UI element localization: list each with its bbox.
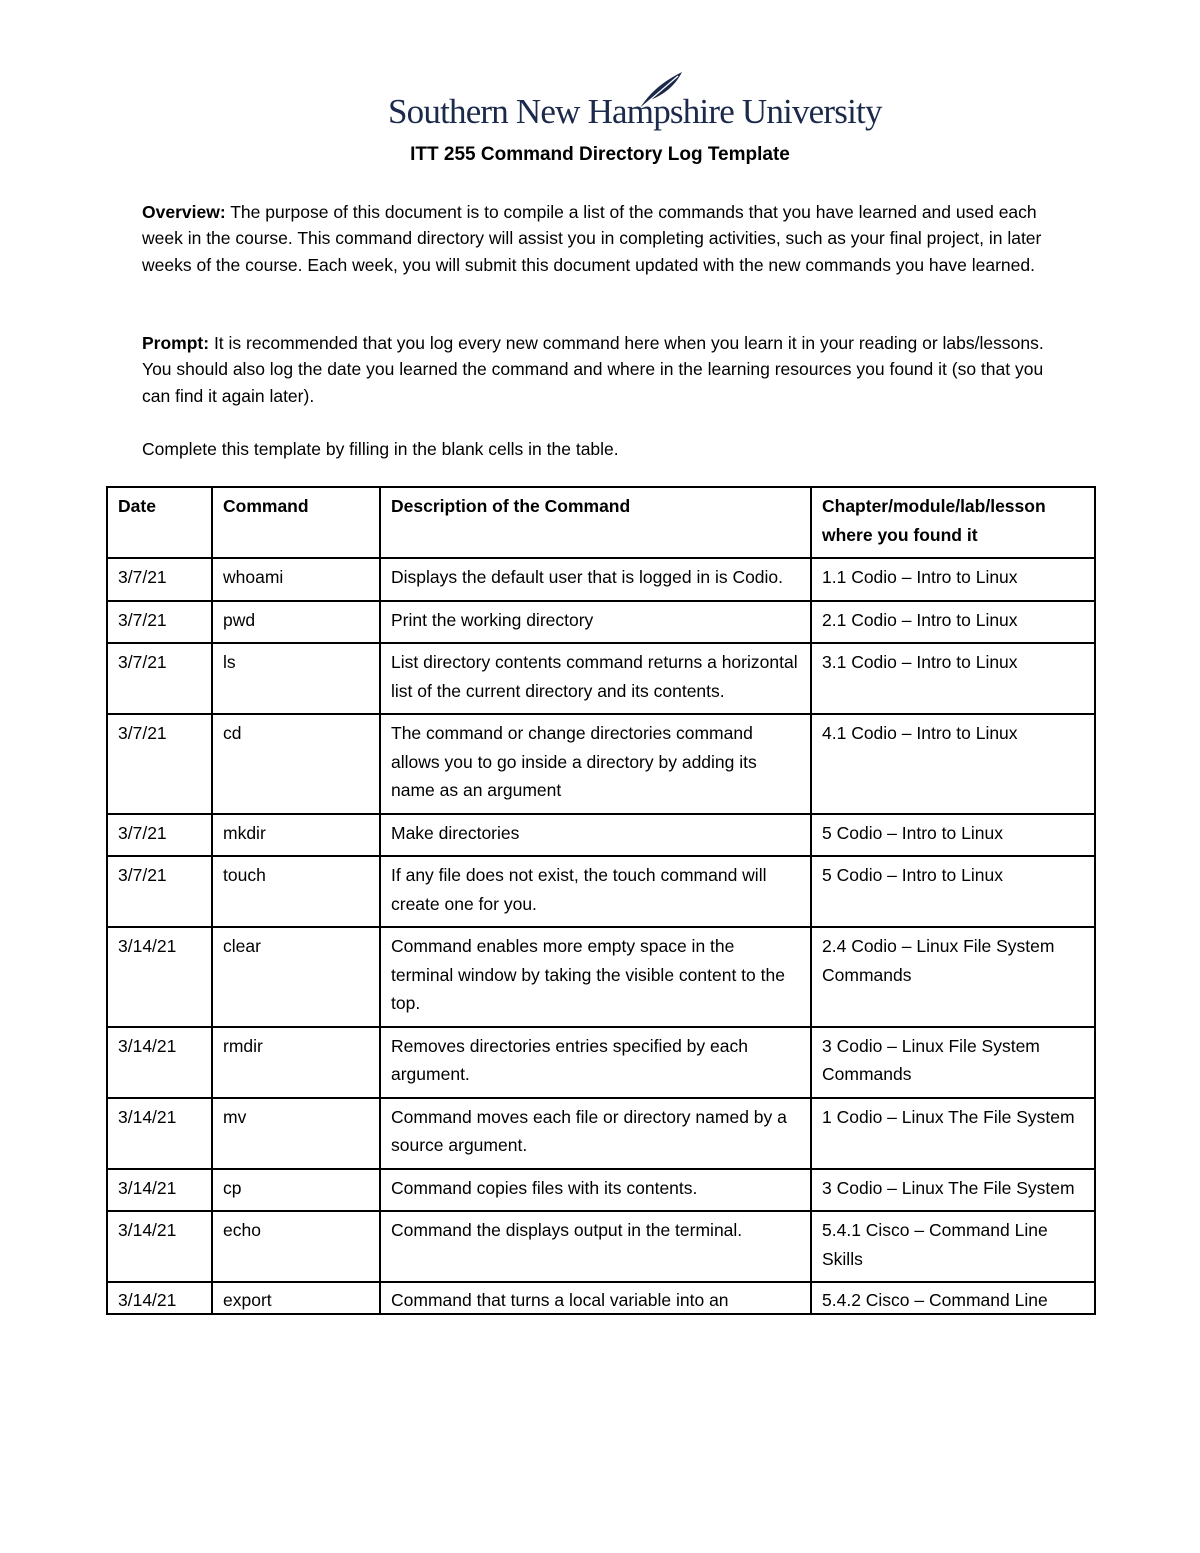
- cell-description: Displays the default user that is logged in is Codio.: [380, 558, 811, 601]
- header-description: Description of the Command: [380, 487, 811, 558]
- cell-date: 3/7/21: [107, 601, 212, 644]
- cell-command: mkdir: [212, 814, 380, 857]
- cell-description: Command copies files with its contents.: [380, 1169, 811, 1212]
- university-logo-text: Southern New Hampshire University: [388, 92, 882, 131]
- overview-text: The purpose of this document is to compile a list of the commands that you have learned and used each week in the course. This command directory will assist you in completing activities, such as your final project, in later weeks of the course. Each week, you will submit this document updated with the new commands you have learned.: [142, 202, 1042, 275]
- table-row: [107, 1282, 1095, 1314]
- overview-paragraph: [142, 199, 1072, 278]
- cell-command: cd: [212, 714, 380, 814]
- table-row: [107, 927, 1095, 1027]
- table-header-row: [107, 487, 1095, 558]
- cell-where: 5.4.1 Cisco – Command Line Skills: [811, 1211, 1095, 1282]
- cell-command: clear: [212, 927, 380, 1027]
- table-row: [107, 643, 1095, 714]
- cell-description: Command enables more empty space in the terminal window by taking the visible content to the top.: [380, 927, 811, 1027]
- cell-where: 5.4.2 Cisco – Command Line: [811, 1282, 1095, 1314]
- cell-where: 5 Codio – Intro to Linux: [811, 856, 1095, 927]
- cell-date: 3/7/21: [107, 856, 212, 927]
- cell-where: 2.4 Codio – Linux File System Commands: [811, 927, 1095, 1027]
- cell-where: 3 Codio – Linux File System Commands: [811, 1027, 1095, 1098]
- cell-date: 3/14/21: [107, 1169, 212, 1212]
- cell-description: Removes directories entries specified by each argument.: [380, 1027, 811, 1098]
- cell-where: 1.1 Codio – Intro to Linux: [811, 558, 1095, 601]
- command-log-table: [106, 486, 1096, 1315]
- cell-description: Command moves each file or directory named by a source argument.: [380, 1098, 811, 1169]
- prompt-text: It is recommended that you log every new command here when you learn it in your reading or labs/lessons. You should also log the date you learned the command and where in the learning resources you found it (so that you can find it again later).: [142, 333, 1044, 406]
- cell-where: 3 Codio – Linux The File System: [811, 1169, 1095, 1212]
- university-logo: [388, 70, 882, 136]
- cell-date: 3/14/21: [107, 927, 212, 1027]
- cell-date: 3/14/21: [107, 1211, 212, 1282]
- cell-description: List directory contents command returns a horizontal list of the current directory and its contents.: [380, 643, 811, 714]
- cell-where: 4.1 Codio – Intro to Linux: [811, 714, 1095, 814]
- cell-description: Command that turns a local variable into an: [380, 1282, 811, 1314]
- cell-command: cp: [212, 1169, 380, 1212]
- cell-command: ls: [212, 643, 380, 714]
- header-where: Chapter/module/lab/lesson where you found it: [811, 487, 1095, 558]
- cell-description: The command or change directories command allows you to go inside a directory by adding its name as an argument: [380, 714, 811, 814]
- table-row: [107, 814, 1095, 857]
- prompt-paragraph: [142, 330, 1072, 409]
- table-row: [107, 558, 1095, 601]
- cell-command: mv: [212, 1098, 380, 1169]
- table-row: [107, 714, 1095, 814]
- cell-where: 5 Codio – Intro to Linux: [811, 814, 1095, 857]
- cell-command: pwd: [212, 601, 380, 644]
- feather-icon: [638, 70, 684, 110]
- table-row: [107, 601, 1095, 644]
- cell-date: 3/7/21: [107, 814, 212, 857]
- cell-date: 3/14/21: [107, 1027, 212, 1098]
- prompt-label: Prompt:: [142, 333, 210, 353]
- header-date: Date: [107, 487, 212, 558]
- cell-command: touch: [212, 856, 380, 927]
- table-row: [107, 1098, 1095, 1169]
- cell-date: 3/14/21: [107, 1098, 212, 1169]
- table-body: [107, 558, 1095, 1314]
- cell-command: export: [212, 1282, 380, 1314]
- cell-description: Make directories: [380, 814, 811, 857]
- table-row: [107, 1027, 1095, 1098]
- cell-where: 3.1 Codio – Intro to Linux: [811, 643, 1095, 714]
- overview-label: Overview:: [142, 202, 226, 222]
- cell-command: echo: [212, 1211, 380, 1282]
- cell-where: 1 Codio – Linux The File System: [811, 1098, 1095, 1169]
- header-command: Command: [212, 487, 380, 558]
- cell-command: rmdir: [212, 1027, 380, 1098]
- cell-date: 3/7/21: [107, 714, 212, 814]
- cell-description: Print the working directory: [380, 601, 811, 644]
- table-row: [107, 1169, 1095, 1212]
- cell-description: If any file does not exist, the touch command will create one for you.: [380, 856, 811, 927]
- cell-date: 3/7/21: [107, 643, 212, 714]
- instruction-text: Complete this template by filling in the blank cells in the table.: [142, 439, 619, 459]
- cell-date: 3/14/21: [107, 1282, 212, 1314]
- cell-description: Command the displays output in the terminal.: [380, 1211, 811, 1282]
- table-row: [107, 1211, 1095, 1282]
- table-row: [107, 856, 1095, 927]
- cell-where: 2.1 Codio – Intro to Linux: [811, 601, 1095, 644]
- cell-command: whoami: [212, 558, 380, 601]
- document-title: ITT 255 Command Directory Log Template: [410, 144, 790, 165]
- cell-date: 3/7/21: [107, 558, 212, 601]
